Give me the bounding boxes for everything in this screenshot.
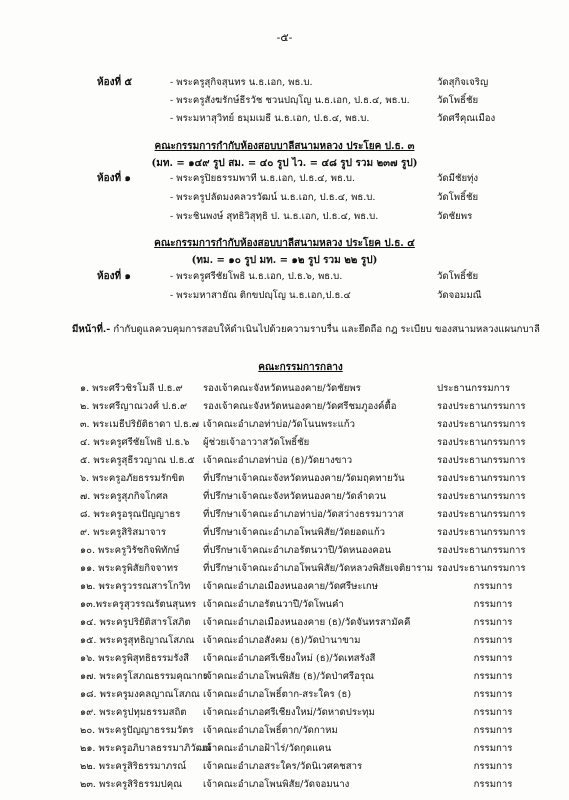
member-role: กรรมการ [473,653,513,664]
member-position: รองเจ้าคณะจังหวัดหนองคาย/วัดศรีชมภูองค์ตื้อ [203,401,397,412]
member-position: เจ้าคณะอำเภอโพธิ์ตาก-สระใคร (ธ) [203,689,352,700]
member-role: กรรมการ [473,689,513,700]
member-position: เจ้าคณะอำเภอท่าบ่อ (ธ)/วัดยางขาว [203,455,353,466]
member-row [0,580,569,594]
committee-pt3-counts: (มท. = ๑๔๙ รูป สม. = ๔๐ รูป ไว. = ๔๘ รูป รวม ๒๓๗ รูป) [151,158,418,169]
committee-pt4-entry-name: - พระมหาสายัณ ติกขปญฺโญ น.ธ.เอก,ป.ธ.๔ [170,290,351,301]
member-row [0,634,569,648]
committee-pt3-entry-temple: วัดมีชัยทุ่ง [437,173,479,184]
member-role: รองประธานกรรมการ [437,527,526,538]
member-name: ๑๑. พระครูพิสัยกิจจาทร [80,563,179,574]
member-role: รองประธานกรรมการ [437,437,526,448]
duty-note [72,323,540,337]
member-row [0,400,569,414]
member-position: เจ้าคณะอำเภอสังคม (ธ)/วัดป่านาขาม [203,635,361,646]
member-role: รองประธานกรรมการ [437,545,526,556]
member-name: ๕. พระครูสุธีรวญาณ ป.ธ.๕ [80,455,195,466]
committee-pt4-counts: (ทม. = ๑๐ รูป มท. = ๑๒ รูป รวม ๒๒ รูป) [191,255,378,266]
member-row [0,544,569,558]
member-row [0,382,569,396]
member-name: ๑๘. พระครูมงคลญาณโสภณ [80,689,200,700]
member-role: กรรมการ [473,599,513,610]
member-role: กรรมการ [473,635,513,646]
committee-pt4-heading: คณะกรรมการกำกับห้องสอบบาลีสนามหลวง ประโยค ป.ธ. ๔ [154,238,415,249]
member-role: รองประธานกรรมการ [437,509,526,520]
member-position: ที่ปรึกษาเจ้าคณะอำเภอโพนพิสัย/วัดยอดแก้ว [203,527,386,538]
member-row [0,472,569,486]
room5-label: ห้องที่ ๕ [97,77,133,88]
member-name: ๘. พระครูอรุณปัญญาธร [80,509,181,520]
member-name: ๑๒. พระครูวรรณสารโกวิท [80,581,191,592]
member-position: ที่ปรึกษาเจ้าคณะอำเภอรัตนวาปี/วัดหนองคอน [203,545,392,556]
member-role: กรรมการ [473,617,513,628]
member-position: ที่ปรึกษาเจ้าคณะอำเภอท่าบ่อ/วัดสว่างธรรมาวาส [203,509,404,520]
member-name: ๑๓.พระครูสุวรรณรัตนสุนทร [80,599,197,610]
member-role: รองประธานกรรมการ [437,419,526,430]
member-row [0,490,569,504]
member-name: ๓. พระเมธีปริยัติธาดา ป.ธ.๗ [80,419,200,430]
member-role: รองประธานกรรมการ [437,491,526,502]
member-row [0,418,569,432]
committee-pt4-entry-name: - พระครูศรีชัยโพธิ น.ธ.เอก, ป.ธ.๖, พธ.บ. [170,271,343,282]
member-role: กรรมการ [473,725,513,736]
member-position: เจ้าคณะอำเภอสระใคร/วัดนิเวศคชสาร [203,761,363,772]
member-name: ๗. พระครูสุภกิจโกศล [80,491,169,502]
member-row [0,760,569,774]
member-name: ๑๖. พระครูพิสุทธิธรรมรังสี [80,653,190,664]
member-name: ๒. พระศรีญาณวงศ์ ป.ธ.๙ [80,401,188,412]
room5-entry-name: - พระครูสุกิจสุนทร น.ธ.เอก, พธ.บ. [170,77,313,88]
member-name: ๙. พระครูสิริสมาจาร [80,527,167,538]
member-role: ประธานกรรมการ [437,383,510,394]
member-position: ที่ปรึกษาเจ้าคณะอำเภอโพนพิสัย/วัดหลวงพิสัยเจติยาราม [203,563,434,574]
room5-entry-name: - พระมหาสุวิทย์ ธมฺมเมธี น.ธ.เอก, ป.ธ.๔, พธ.บ. [170,113,370,124]
member-name: ๖. พระครูอภัยธรรมรักขิต [80,473,185,484]
member-position: เจ้าคณะอำเภอศรีเชียงใหม่/วัดหาดประทุม [203,707,375,718]
member-row [0,526,569,540]
member-role: รองประธานกรรมการ [437,473,526,484]
member-position: เจ้าคณะอำเภอศรีเชียงใหม่ (ธ)/วัดเทสรังสี [203,653,376,664]
member-position: เจ้าคณะอำเภอฝ้าไร่/วัดกุดแคน [203,743,332,754]
member-row [0,688,569,702]
member-name: ๑๔. พระครูปริยัติสารโสภิต [80,617,191,628]
member-name: ๒๓. พระครูสิริธรรมปคุณ [80,779,183,790]
member-role: รองประธานกรรมการ [437,401,526,412]
member-role: กรรมการ [473,671,513,682]
committee-pt4-room-label: ห้องที่ ๑ [97,271,131,282]
member-row [0,742,569,756]
member-row [0,778,569,792]
duty-note-text: กำกับดูแลควบคุมการสอบให้ดำเนินไปด้วยความราบรื่น และยึดถือ กฎ ระเบียบ ของสนามหลวงแผนกบาลี [113,324,540,335]
member-position: ผู้ช่วยเจ้าอาวาสวัดโพธิ์ชัย [203,437,310,448]
member-role: กรรมการ [473,761,513,772]
committee-pt4-entry-temple: วัดโพธิ์ชัย [437,271,479,282]
member-position: ที่ปรึกษาเจ้าคณะจังหวัดหนองคาย/วัดลำดวน [203,491,387,502]
committee-pt4-entry-temple: วัดจอมมณี [437,290,482,301]
member-position: ที่ปรึกษาเจ้าคณะจังหวัดหนองคาย/วัดมฤคทายวัน [203,473,405,484]
committee-pt3-entry-name: - พระครูปิยธรรมพาที น.ธ.เอก, ป.ธ.๔, พธ.บ. [170,173,356,184]
member-name: ๑๐. พระครูวิรัชกิจพิทักษ์ [80,545,180,556]
member-row [0,562,569,576]
member-role: กรรมการ [473,779,513,790]
member-position: เจ้าคณะอำเภอโพนพิสัย/วัดจอมนาง [203,779,350,790]
member-row [0,598,569,612]
member-position: เจ้าคณะอำเภอท่าบ่อ/วัดโนนพระแก้ว [203,419,355,430]
member-position: เจ้าคณะอำเภอโพนพิสัย (ธ)/วัดป่าศรีอรุณ [203,671,374,682]
committee-pt3-entry-name: - พระชินพงษ์ สุทธิวิสุทฺธิ ป. น.ธ.เอก, ป.ธ.๔, พธ.บ. [170,211,379,222]
room5-entry-temple: วัดสุกิจเจริญ [437,77,489,88]
member-row [0,706,569,720]
member-row [0,724,569,738]
member-name: ๒๐. พระครูปัญญาธรรมวัตร [80,725,194,736]
member-position: เจ้าคณะอำเภอเมืองหนองคาย/วัดศรีษะเกษ [203,581,379,592]
member-role: กรรมการ [473,707,513,718]
committee-pt3-heading: คณะกรรมการกำกับห้องสอบบาลีสนามหลวง ประโยค ป.ธ. ๓ [154,141,415,152]
member-position: เจ้าคณะอำเภอเมืองหนองคาย (ธ)/วัดจันทรสามัคคี [203,617,411,628]
page-number: -๕- [276,31,293,44]
member-role: กรรมการ [473,581,513,592]
member-row [0,454,569,468]
member-role: รองประธานกรรมการ [437,455,526,466]
member-name: ๑๕. พระครูสุทธิญาณโสภณ [80,635,195,646]
member-row [0,670,569,684]
committee-pt3-entry-temple: วัดโพธิ์ชัย [437,192,479,203]
member-position: รองเจ้าคณะจังหวัดหนองคาย/วัดชัยพร [203,383,361,394]
room5-entry-name: - พระครูสังฆรักษ์ธีรวัช ชวนปญฺโญ น.ธ.เอก, ป.ธ.๔, พธ.บ. [170,95,410,106]
member-name: ๑. พระศรีวชิรโมลี ป.ธ.๙ [80,383,183,394]
room5-entry-temple: วัดโพธิ์ชัย [437,95,479,106]
member-name: ๑๙. พระครูปทุมธรรมสถิต [80,707,187,718]
duty-note-label: มีหน้าที่.- [72,324,111,335]
member-row [0,436,569,450]
member-role: กรรมการ [473,743,513,754]
member-role: รองประธานกรรมการ [437,563,526,574]
member-name: ๑๗. พระครูโสภณธรรมคุณากร [80,671,208,682]
committee-pt3-room-label: ห้องที่ ๑ [97,173,131,184]
committee-pt3-entry-temple: วัดชัยพร [437,211,473,222]
member-name: ๒๑. พระครูอภิบาลธรรมาภิวัฒน์ [80,743,211,754]
member-row [0,616,569,630]
committee-pt3-entry-name: - พระครูปลัดมงคลวรวัฒน์ น.ธ.เอก, ป.ธ.๔, พธ.บ. [170,192,376,203]
member-position: เจ้าคณะอำเภอรัตนวาปี/วัดโพนคำ [203,599,344,610]
member-row [0,652,569,666]
central-committee-heading: คณะกรรมการกลาง [258,362,343,373]
member-name: ๒๒. พระครูสิริธรรมาภรณ์ [80,761,187,772]
member-position: เจ้าคณะอำเภอโพธิ์ตาก/วัดกาหม [203,725,338,736]
room5-entry-temple: วัดศรีคุณเมือง [437,113,496,124]
member-row [0,508,569,522]
member-name: ๔. พระครูศรีชัยโพธิ ป.ธ.๖ [80,437,190,448]
